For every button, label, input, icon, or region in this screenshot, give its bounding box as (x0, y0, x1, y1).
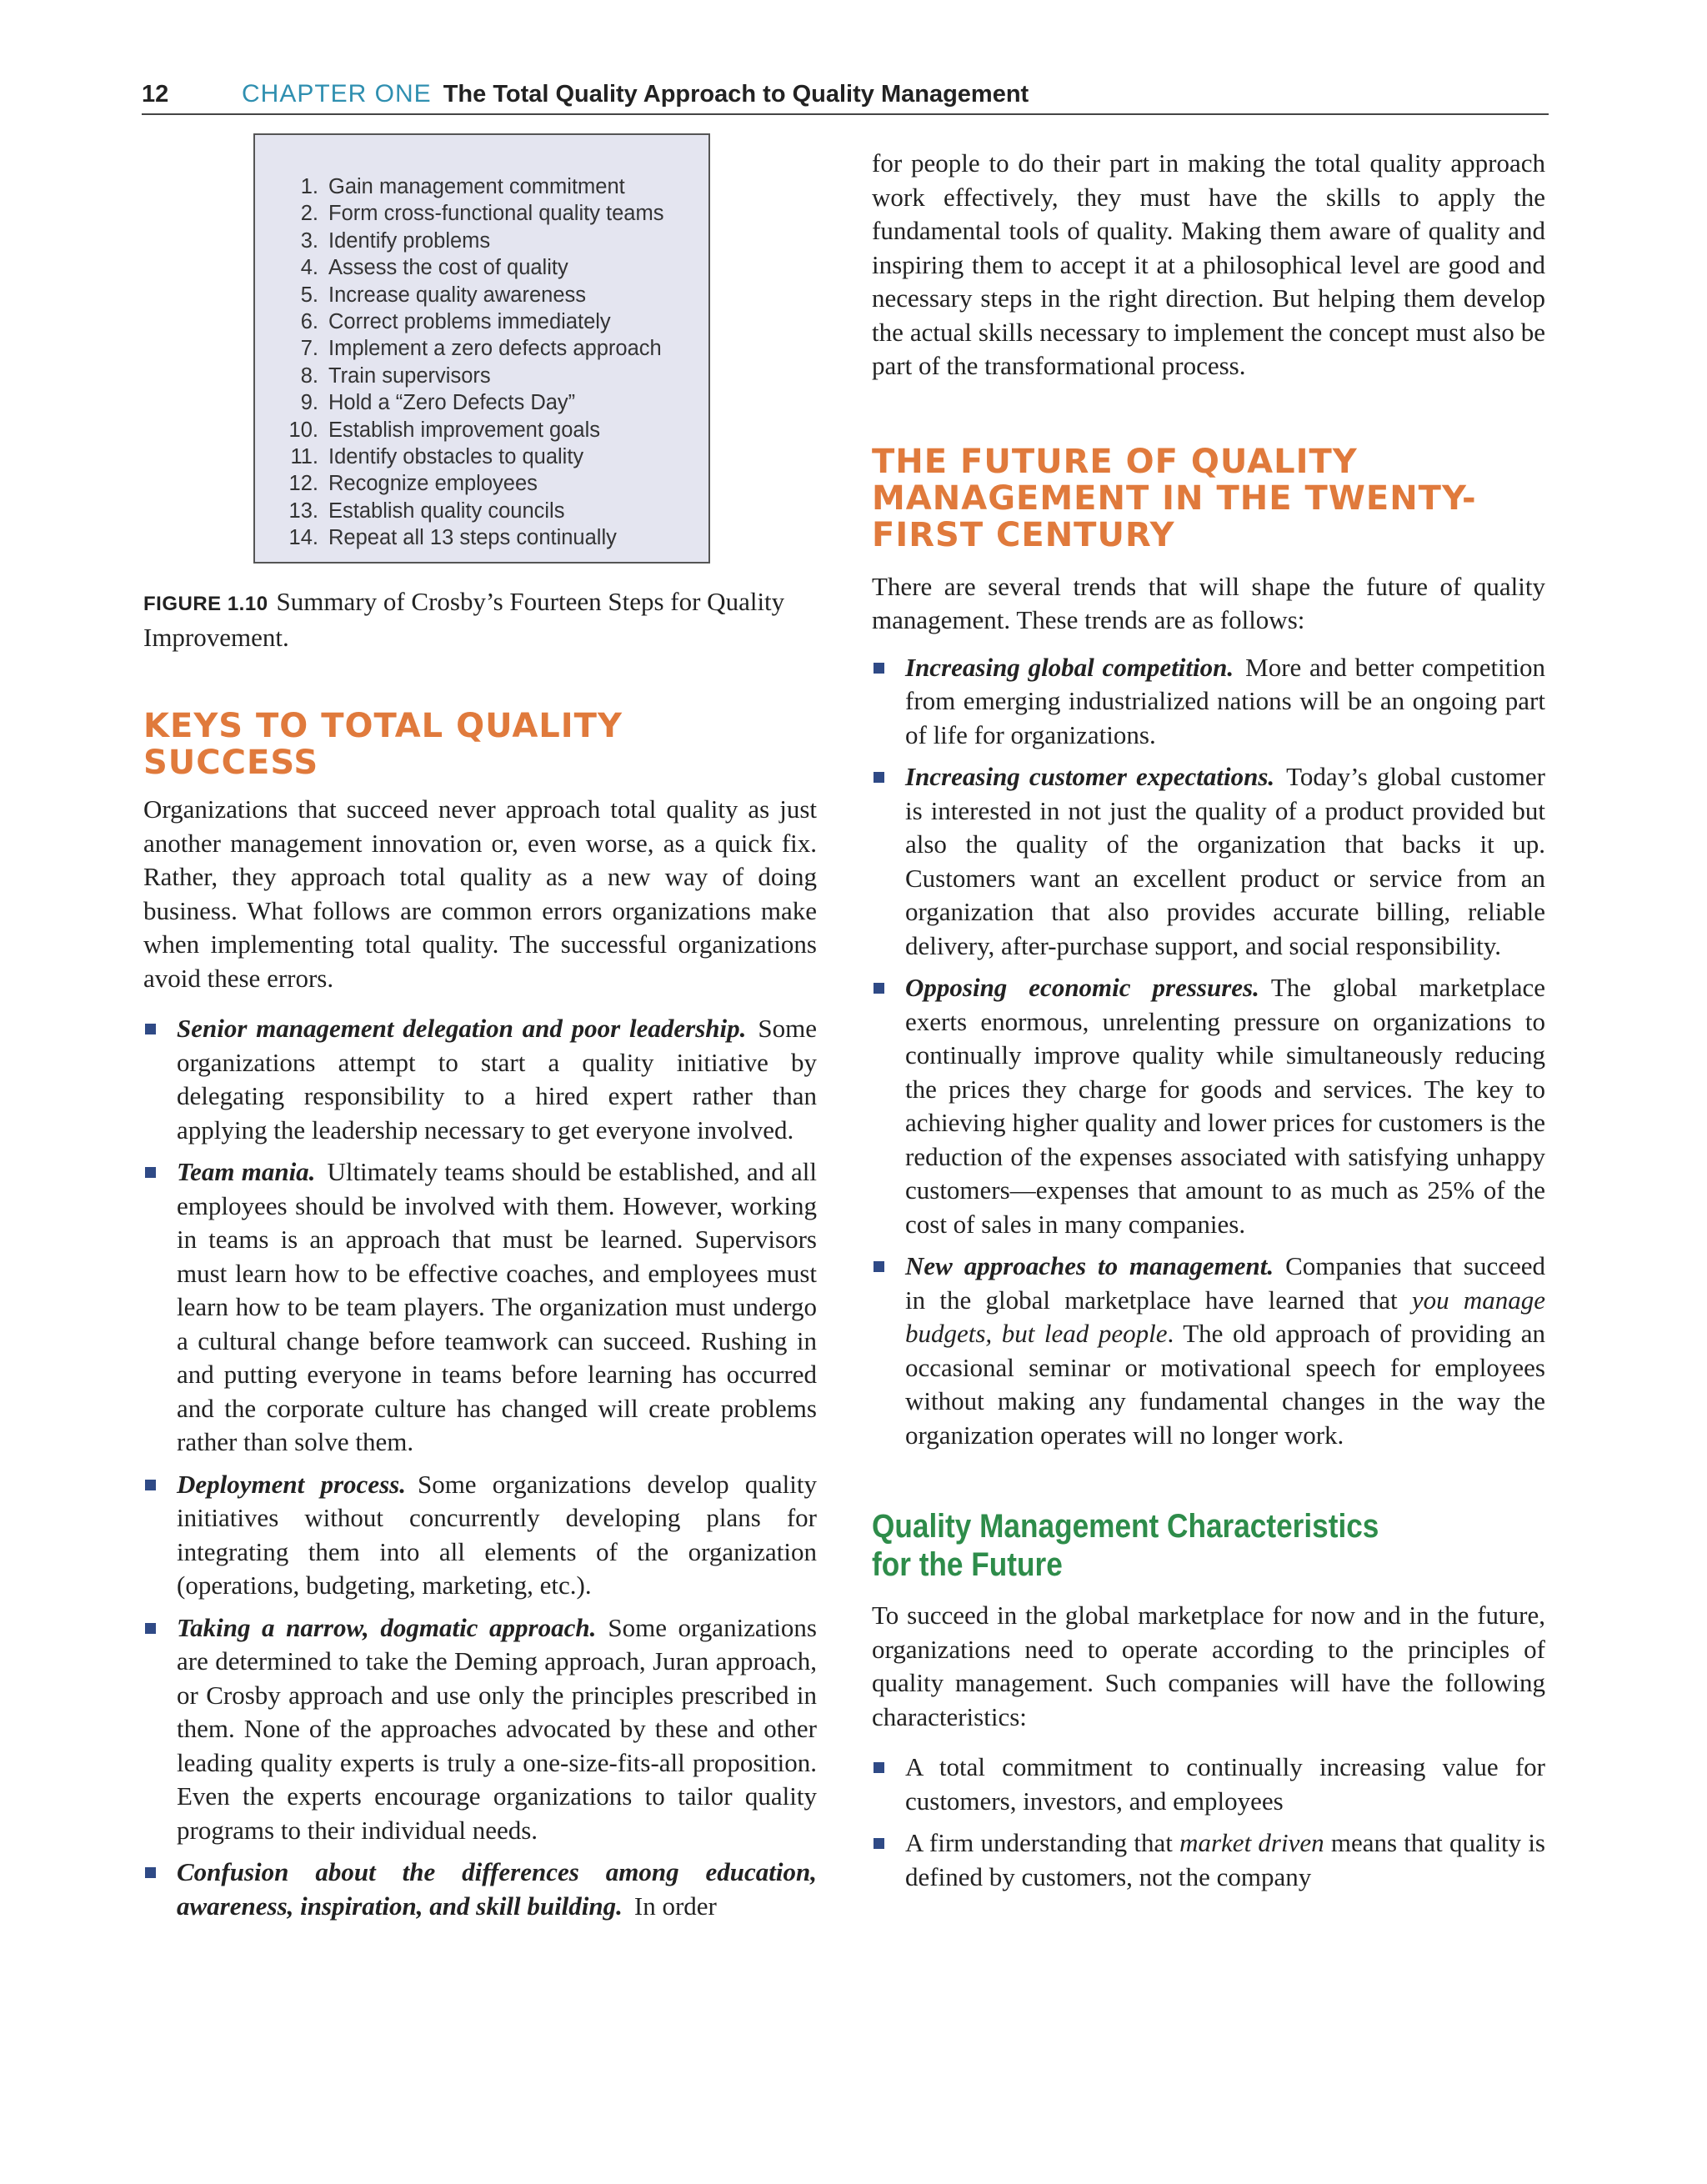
figure-caption-text: Summary of Crosby’s Fourteen Steps for Quality Improvement. (143, 587, 785, 652)
bullet-square-icon (145, 1623, 156, 1634)
figure-caption (143, 585, 817, 654)
subsection-heading-characteristics: Quality Management Characteristics for the Future (872, 1508, 1379, 1583)
section-heading-keys: KEYS TO TOTAL QUALITY SUCCESS (143, 707, 623, 782)
left-column (143, 133, 817, 1931)
bullet-square-icon (145, 1480, 156, 1490)
list-item: 10. Establish improvement goals (288, 418, 600, 442)
chapter-label: CHAPTER ONE (242, 80, 432, 108)
list-item: Increasing global competition. More and better competition from emerging industrialized nations will be an ongoing part of life for organizations. (872, 651, 1545, 753)
list-item: New approaches to management. Companies that succeed in the global marketplace have learned that you manage budgets, but lead people. The old approach of providing an occasional seminar or motivational speech for employees without making any fundamental changes in the way the organization operates will no longer work. (872, 1250, 1545, 1452)
running-header (142, 75, 1549, 115)
future-intro-paragraph: There are several trends that will shape the future of quality management. These trends are as follows: (872, 571, 1545, 634)
list-item: Opposing economic pressures. The global marketplace exerts enormous, unrelenting pressure on organizations to continually improve quality while simultaneously reducing the prices they charge for goods and services. The key to achieving higher quality and lower prices for customers is the reduction of the expenses associated with satisfying unhappy customers—expenses that amount to as much as 25% of the cost of sales in many companies. (872, 971, 1545, 1241)
list-item: Deployment process. Some organizations develop quality initiatives without concurrently developing plans for integrating them into all elements of the organization (operations, budgeting, marketing, etc.). (143, 1468, 817, 1603)
list-item: 6. Correct problems immediately (300, 309, 611, 333)
list-item: 9. Hold a “Zero Defects Day” (300, 391, 576, 415)
list-item: Senior management delegation and poor leadership. Some organizations attempt to start a quality initiative by delegating responsibility to a hired expert rather than applying the leadership necessary to get everyone involved. (143, 1012, 817, 1147)
characteristics-bullet-list (872, 1751, 1545, 1894)
bullet-square-icon (145, 1024, 156, 1034)
list-item: A total commitment to continually increasing value for customers, investors, and employees (872, 1751, 1545, 1818)
list-item: 13. Establish quality councils (288, 498, 565, 523)
list-item: Taking a narrow, dogmatic approach. Some organizations are determined to take the Deming approach, Juran approach, or Crosby approach and use only the principles prescribed in them. None of the approaches advocated by these and other leading quality experts is truly a one-size-fits-all proposition. Even the experts encourage organizations to tailor quality programs to their individual needs. (143, 1611, 817, 1848)
page-number: 12 (142, 81, 169, 108)
bullet-square-icon (874, 663, 884, 674)
list-item: 12. Recognize employees (288, 472, 538, 496)
bullet-square-icon (145, 1867, 156, 1878)
list-item: 11. Identify obstacles to quality (290, 444, 584, 468)
bullet-square-icon (874, 983, 884, 994)
list-item: Team mania. Ultimately teams should be established, and all employees should be involved with them. However, working in teams is an approach that must be learned. Supervisors must learn how to be effective coaches, and employees must learn how to be team players. The organization must undergo a cultural change before teamwork can succeed. Rushing in and putting everyone in teams before learning has occurred and the corporate culture has changed will create problems rather than solve them. (143, 1155, 817, 1460)
bullet-square-icon (874, 1261, 884, 1272)
list-item: A firm understanding that market driven means that quality is defined by customers, not the company (872, 1826, 1545, 1894)
bullet-square-icon (874, 772, 884, 783)
list-item: 7. Implement a zero defects approach (300, 337, 662, 361)
list-item: 2. Form cross-functional quality teams (300, 202, 664, 226)
section-heading-future: THE FUTURE OF QUALITY MANAGEMENT IN THE TWENTY- FIRST CENTURY (872, 442, 1477, 554)
list-item: Confusion about the differences among education, awareness, inspiration, and skill building. In order (143, 1856, 817, 1923)
list-item: 8. Train supervisors (300, 363, 491, 388)
list-item: 4. Assess the cost of quality (300, 256, 568, 280)
list-item: 14. Repeat all 13 steps continually (288, 526, 617, 550)
future-bullet-list (872, 651, 1545, 1453)
list-item: 3. Identify problems (300, 228, 491, 253)
continuation-paragraph: for people to do their part in making the total quality approach work effectively, they must have the skills to apply the fundamental tools of quality. Making them aware of quality and inspiring them to accept it at a philosophical level are good and necessary steps in the right direction. But helping them develop the actual skills necessary to implement the concept must also be part of the transformational process. (872, 148, 1545, 380)
bullet-square-icon (874, 1762, 884, 1773)
characteristics-intro-paragraph: To succeed in the global marketplace for now and in the future, organizations need to operate according to the principles of quality management. Such companies will have the following characteristics: (872, 1600, 1545, 1731)
list-item: 1. Gain management commitment (300, 175, 625, 198)
figure-label: FIGURE 1.10 (143, 593, 268, 615)
list-item: Increasing customer expectations. Today’s global customer is interested in not just the quality of a product provided but also the quality of the organization that backs it up. Customers want an excellent product or service from an organization that also provides accurate billing, reliable delivery, after-purchase support, and social responsibility. (872, 760, 1545, 963)
bullet-square-icon (145, 1167, 156, 1178)
crosby-steps-list (255, 173, 708, 551)
right-column (872, 147, 1545, 1902)
keys-intro-paragraph: Organizations that succeed never approach total quality as just another management innovation or, even worse, as a quick fix. Rather, they approach total quality as a new way of doing business. What follows are common errors organizations make when implementing total quality. The successful organizations avoid these errors. (143, 794, 817, 993)
chapter-title: The Total Quality Approach to Quality Management (443, 81, 1029, 108)
list-item: 5. Increase quality awareness (300, 283, 587, 307)
keys-bullet-list (143, 1012, 817, 1923)
figure-box (253, 133, 710, 564)
bullet-square-icon (874, 1838, 884, 1849)
